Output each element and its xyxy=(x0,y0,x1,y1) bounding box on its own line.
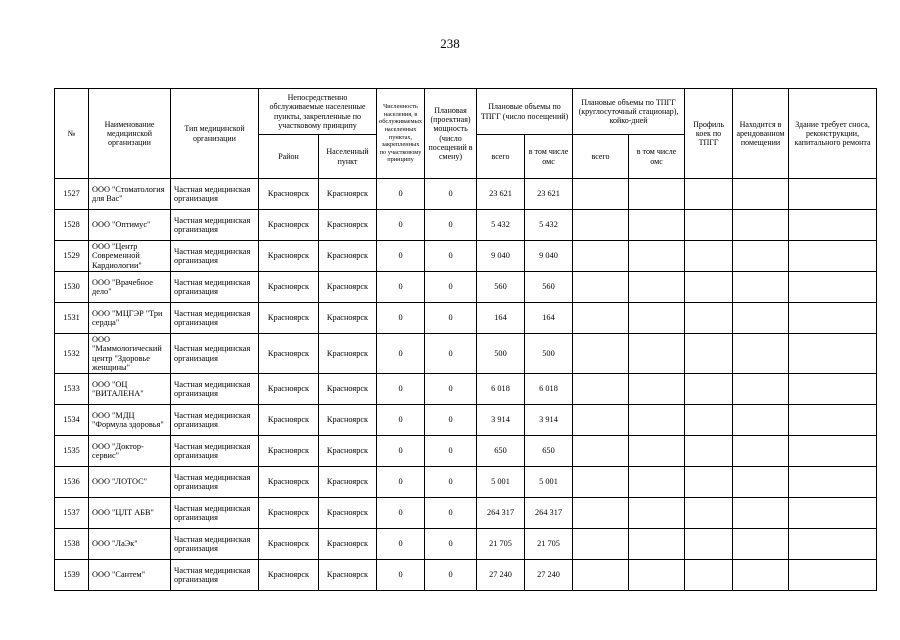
table-cell xyxy=(733,374,789,405)
table-cell: 0 xyxy=(377,272,425,303)
table-cell: 3 914 xyxy=(525,405,573,436)
table-cell: Красноярск xyxy=(319,436,377,467)
table-cell: Красноярск xyxy=(259,498,319,529)
table-cell: ООО "Стоматология для Вас" xyxy=(89,179,171,210)
table-cell xyxy=(629,374,685,405)
table-cell: 0 xyxy=(425,405,477,436)
col-header-capacity: Плановая (проектная) мощность (число посещений в смену) xyxy=(425,89,477,179)
table-cell: ООО "Врачебное дело" xyxy=(89,272,171,303)
table-cell: 27 240 xyxy=(525,560,573,591)
table-cell: 0 xyxy=(425,436,477,467)
col-header-settlement: Населенный пункт xyxy=(319,135,377,179)
col-header-tpgg-hospital: Плановые объемы по ТПГГ (круглосуточный стационар), койко-дней xyxy=(573,89,685,135)
table-cell: ООО "МЦГЭР "Три сердца" xyxy=(89,303,171,334)
table-cell: 1539 xyxy=(55,560,89,591)
table-cell xyxy=(573,467,629,498)
table-cell xyxy=(685,303,733,334)
col-header-visits-total: всего xyxy=(477,135,525,179)
table-cell: ООО "МДЦ "Формула здоровья" xyxy=(89,405,171,436)
table-cell: Красноярск xyxy=(319,560,377,591)
table-cell: 1536 xyxy=(55,467,89,498)
table-row xyxy=(55,303,877,334)
table-cell: Красноярск xyxy=(259,241,319,272)
table-cell: 5 001 xyxy=(477,467,525,498)
table-cell: Красноярск xyxy=(319,498,377,529)
table-cell: Красноярск xyxy=(259,303,319,334)
table-row xyxy=(55,529,877,560)
table-cell xyxy=(685,467,733,498)
table-cell: Частная медицинская организация xyxy=(171,405,259,436)
table-cell: 0 xyxy=(425,467,477,498)
col-header-tpgg-visits: Плановые объемы по ТПГГ (число посещений) xyxy=(477,89,573,135)
table-cell: ООО "ЦЛТ АБВ" xyxy=(89,498,171,529)
table-cell: 9 040 xyxy=(477,241,525,272)
table-cell: ООО "Оптимус" xyxy=(89,210,171,241)
table-cell xyxy=(629,467,685,498)
table-cell: 6 018 xyxy=(525,374,573,405)
table-cell xyxy=(789,405,877,436)
col-header-hospital-oms: в том числе омс xyxy=(629,135,685,179)
table-cell: 0 xyxy=(425,241,477,272)
table-cell: 5 432 xyxy=(477,210,525,241)
table-header xyxy=(55,89,877,179)
table-cell xyxy=(789,498,877,529)
col-header-hospital-total: всего xyxy=(573,135,629,179)
table-cell: Красноярск xyxy=(319,374,377,405)
table-cell xyxy=(573,179,629,210)
table-cell xyxy=(685,498,733,529)
table-cell: Красноярск xyxy=(319,179,377,210)
table-cell: 650 xyxy=(525,436,573,467)
table-cell xyxy=(685,210,733,241)
table-cell: 0 xyxy=(425,374,477,405)
table-cell xyxy=(733,303,789,334)
table-cell: Частная медицинская организация xyxy=(171,210,259,241)
table-cell: Частная медицинская организация xyxy=(171,560,259,591)
table-cell xyxy=(789,560,877,591)
table-cell xyxy=(573,303,629,334)
table-cell xyxy=(629,210,685,241)
table-cell xyxy=(789,210,877,241)
table-cell: Красноярск xyxy=(319,405,377,436)
table-row xyxy=(55,334,877,374)
table-cell xyxy=(789,436,877,467)
table-cell: 0 xyxy=(425,179,477,210)
table-cell: 1530 xyxy=(55,272,89,303)
table-cell xyxy=(685,374,733,405)
table-cell: ООО "Маммологический центр "Здоровье женщины" xyxy=(89,334,171,374)
table-cell: Красноярск xyxy=(319,334,377,374)
table-cell: 0 xyxy=(377,498,425,529)
table-cell: Частная медицинская организация xyxy=(171,529,259,560)
table-cell: Частная медицинская организация xyxy=(171,334,259,374)
table-cell xyxy=(629,529,685,560)
table-cell: 0 xyxy=(425,334,477,374)
table-cell: ООО "Сантем" xyxy=(89,560,171,591)
table-cell: 21 705 xyxy=(525,529,573,560)
table-cell: Красноярск xyxy=(259,374,319,405)
table-body xyxy=(55,179,877,591)
table-cell xyxy=(733,272,789,303)
table-cell: 0 xyxy=(425,529,477,560)
table-cell: 1527 xyxy=(55,179,89,210)
table-cell xyxy=(573,210,629,241)
table-cell: 0 xyxy=(377,303,425,334)
table-cell: 6 018 xyxy=(477,374,525,405)
table-cell xyxy=(685,334,733,374)
table-cell: Красноярск xyxy=(319,210,377,241)
table-cell xyxy=(733,498,789,529)
table-row xyxy=(55,560,877,591)
table-cell xyxy=(733,436,789,467)
table-cell xyxy=(789,529,877,560)
table-cell xyxy=(685,436,733,467)
medical-organizations-table xyxy=(54,88,877,591)
table-cell xyxy=(685,529,733,560)
table-cell xyxy=(629,334,685,374)
table-cell: Красноярск xyxy=(319,272,377,303)
table-cell: 650 xyxy=(477,436,525,467)
table-cell: 0 xyxy=(377,241,425,272)
table-cell: 0 xyxy=(425,272,477,303)
table-cell xyxy=(789,179,877,210)
table-cell xyxy=(733,210,789,241)
table-cell xyxy=(573,334,629,374)
table-cell: Красноярск xyxy=(319,529,377,560)
table-cell: 164 xyxy=(477,303,525,334)
table-cell xyxy=(629,560,685,591)
table-cell: 1532 xyxy=(55,334,89,374)
table-cell xyxy=(573,529,629,560)
table-row xyxy=(55,374,877,405)
table-cell: 23 621 xyxy=(477,179,525,210)
table-cell: Красноярск xyxy=(259,210,319,241)
table-cell: Красноярск xyxy=(259,467,319,498)
table-cell: 500 xyxy=(477,334,525,374)
table-cell: 1538 xyxy=(55,529,89,560)
table-cell: ООО "Центр Современной Кардиологии" xyxy=(89,241,171,272)
table-cell: Красноярск xyxy=(319,241,377,272)
table-cell xyxy=(629,303,685,334)
table-cell xyxy=(733,241,789,272)
table-row xyxy=(55,498,877,529)
table-cell: Красноярск xyxy=(319,467,377,498)
table-cell: 0 xyxy=(377,436,425,467)
col-header-name: Наименование медицинской организации xyxy=(89,89,171,179)
table-cell: 9 040 xyxy=(525,241,573,272)
table-cell: 0 xyxy=(377,210,425,241)
table-cell xyxy=(573,436,629,467)
table-cell: 0 xyxy=(425,303,477,334)
table-cell: Частная медицинская организация xyxy=(171,467,259,498)
table-cell xyxy=(789,467,877,498)
page-number: 238 xyxy=(440,36,460,51)
table-cell: 27 240 xyxy=(477,560,525,591)
table-cell xyxy=(629,241,685,272)
col-header-type: Тип медицинской организации xyxy=(171,89,259,179)
table-cell xyxy=(685,405,733,436)
col-header-demolition: Здание требует сноса, реконструкции, капитального ремонта xyxy=(789,89,877,179)
col-header-district: Район xyxy=(259,135,319,179)
table-row xyxy=(55,405,877,436)
col-header-rented: Находится в арендованном помещении xyxy=(733,89,789,179)
table-cell: 1529 xyxy=(55,241,89,272)
col-header-population: Численность населения, в обслуживаемых населенных пунктах, закрепленных по участковому принципу xyxy=(377,89,425,179)
table-cell: 0 xyxy=(377,560,425,591)
col-header-bed-profile: Профиль коек по ТПГГ xyxy=(685,89,733,179)
col-header-num: № xyxy=(55,89,89,179)
table-cell: 560 xyxy=(477,272,525,303)
table-cell xyxy=(629,436,685,467)
table-cell xyxy=(789,334,877,374)
table-cell: 23 621 xyxy=(525,179,573,210)
table-cell: 21 705 xyxy=(477,529,525,560)
table-cell: 164 xyxy=(525,303,573,334)
table-cell: 264 317 xyxy=(477,498,525,529)
table-cell: Красноярск xyxy=(259,179,319,210)
table-cell: 500 xyxy=(525,334,573,374)
table-cell xyxy=(789,374,877,405)
table-cell: 0 xyxy=(377,334,425,374)
table-cell xyxy=(733,179,789,210)
table-cell: 1537 xyxy=(55,498,89,529)
table-cell: Частная медицинская организация xyxy=(171,272,259,303)
table-cell: Частная медицинская организация xyxy=(171,303,259,334)
table-row xyxy=(55,272,877,303)
table-cell xyxy=(629,405,685,436)
table-cell: 0 xyxy=(425,498,477,529)
table-cell xyxy=(629,272,685,303)
table-row xyxy=(55,467,877,498)
table-cell xyxy=(733,334,789,374)
table-cell: Красноярск xyxy=(259,405,319,436)
table-cell: 1534 xyxy=(55,405,89,436)
table-cell: Частная медицинская организация xyxy=(171,436,259,467)
table-row xyxy=(55,241,877,272)
table-cell: 1531 xyxy=(55,303,89,334)
table-cell: Красноярск xyxy=(259,334,319,374)
table-cell: Красноярск xyxy=(319,303,377,334)
table-cell: 0 xyxy=(377,467,425,498)
table-cell: 1533 xyxy=(55,374,89,405)
table-cell: 560 xyxy=(525,272,573,303)
table-cell: 0 xyxy=(425,210,477,241)
table-cell: Красноярск xyxy=(259,436,319,467)
table-cell xyxy=(573,498,629,529)
table-cell xyxy=(629,179,685,210)
table-cell: Частная медицинская организация xyxy=(171,374,259,405)
table-cell xyxy=(789,272,877,303)
table-row xyxy=(55,436,877,467)
table-cell xyxy=(685,241,733,272)
table-cell xyxy=(573,374,629,405)
table-cell xyxy=(685,179,733,210)
table-cell xyxy=(685,272,733,303)
table-row xyxy=(55,179,877,210)
table-cell: 0 xyxy=(377,405,425,436)
table-cell: 0 xyxy=(377,179,425,210)
table-cell: ООО "ЛаЭк" xyxy=(89,529,171,560)
table-cell xyxy=(573,560,629,591)
table-cell: 1535 xyxy=(55,436,89,467)
table-cell: ООО "ОЦ "ВИТАЛЕНА" xyxy=(89,374,171,405)
table-cell: Частная медицинская организация xyxy=(171,179,259,210)
table-cell xyxy=(733,529,789,560)
table-cell xyxy=(573,272,629,303)
table-cell xyxy=(629,498,685,529)
table-cell: Частная медицинская организация xyxy=(171,241,259,272)
table-cell: 0 xyxy=(425,560,477,591)
table-cell xyxy=(685,560,733,591)
col-header-visits-oms: в том числе омс xyxy=(525,135,573,179)
table-cell: 3 914 xyxy=(477,405,525,436)
table-cell xyxy=(733,467,789,498)
table-cell: 0 xyxy=(377,529,425,560)
table-cell: Красноярск xyxy=(259,529,319,560)
table-cell: ООО "Доктор-сервис" xyxy=(89,436,171,467)
table-cell: Красноярск xyxy=(259,272,319,303)
table-cell: 0 xyxy=(377,374,425,405)
table-cell: Частная медицинская организация xyxy=(171,498,259,529)
table-cell: ООО "ЛОТОС" xyxy=(89,467,171,498)
table-cell xyxy=(789,303,877,334)
table-cell xyxy=(789,241,877,272)
table-cell xyxy=(573,405,629,436)
table-cell: 5 432 xyxy=(525,210,573,241)
table-row xyxy=(55,210,877,241)
table-cell xyxy=(573,241,629,272)
table-cell: 1528 xyxy=(55,210,89,241)
col-header-served-settlements: Непосредственно обслуживаемые населенные пункты, закрепленные по участковому принципу xyxy=(259,89,377,135)
table-cell: 5 001 xyxy=(525,467,573,498)
table-cell: Красноярск xyxy=(259,560,319,591)
table-cell: 264 317 xyxy=(525,498,573,529)
table-cell xyxy=(733,405,789,436)
table-cell xyxy=(733,560,789,591)
